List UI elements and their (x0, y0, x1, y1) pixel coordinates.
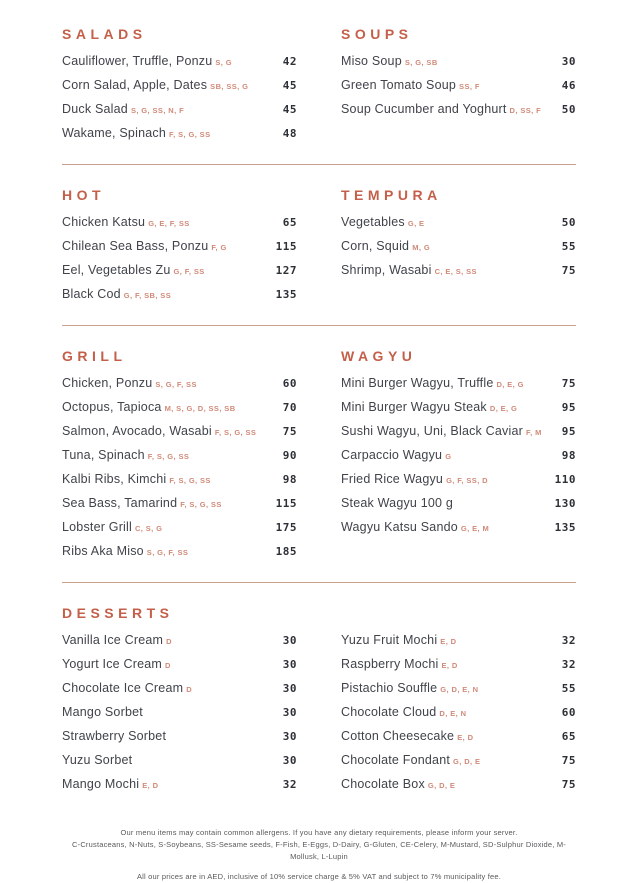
item-price: 65 (561, 730, 576, 743)
section-divider (62, 164, 576, 165)
item-allergens: D, E, G (489, 404, 518, 413)
item-price: 115 (275, 497, 297, 510)
item-name: Vanilla Ice Cream (62, 633, 164, 647)
item-list-hot (62, 215, 297, 303)
section-tempura (341, 187, 576, 311)
menu-item (62, 729, 297, 745)
item-allergens: D, SS, F (509, 106, 542, 115)
menu-item (62, 472, 297, 488)
menu-item (62, 263, 297, 279)
menu-item (62, 126, 297, 142)
item-price: 30 (282, 730, 297, 743)
item-name: Salmon, Avocado, Wasabi (62, 424, 212, 438)
menu-item (62, 633, 297, 649)
item-price: 98 (561, 449, 576, 462)
section-grill (62, 348, 297, 568)
item-name: Octopus, Tapioca (62, 400, 162, 414)
item-name: Miso Soup (341, 54, 402, 68)
item-name: Eel, Vegetables Zu (62, 263, 171, 277)
item-list-salads (62, 54, 297, 142)
item-allergens: S, G, F, SS (146, 548, 189, 557)
item-name: Shrimp, Wasabi (341, 263, 432, 277)
item-price: 75 (561, 754, 576, 767)
menu-item (341, 472, 576, 488)
item-allergens: E, D (441, 661, 458, 670)
menu-item (62, 78, 297, 94)
item-name: Mango Sorbet (62, 705, 143, 719)
item-name: Chicken Katsu (62, 215, 146, 229)
menu-item (62, 544, 297, 560)
item-allergens: G, D, E, N (440, 685, 479, 694)
menu-item (62, 753, 297, 769)
menu-item (62, 287, 297, 303)
menu-item (341, 215, 576, 231)
section-title-desserts: DESSERTS (62, 605, 174, 621)
menu-item (62, 215, 297, 231)
desserts-columns (62, 633, 576, 801)
item-allergens (143, 709, 146, 718)
menu-item (62, 705, 297, 721)
item-name: Lobster Grill (62, 520, 132, 534)
item-name: Cotton Cheesecake (341, 729, 455, 743)
item-allergens: S, G (215, 58, 232, 67)
section-wagyu (341, 348, 576, 568)
item-price: 60 (282, 377, 297, 390)
menu-item (341, 54, 576, 70)
footer-allergen-notice: Our menu items may contain common allergens. If you have any dietary requirements, please inform your server. (120, 828, 518, 837)
item-allergens: D (165, 661, 171, 670)
item-name: Wakame, Spinach (62, 126, 166, 140)
item-price: 30 (282, 634, 297, 647)
menu-item (341, 753, 576, 769)
item-price: 75 (561, 778, 576, 791)
menu-item (341, 729, 576, 745)
item-name: Chicken, Ponzu (62, 376, 153, 390)
item-allergens: SS, F (459, 82, 480, 91)
item-allergens: S, G, SB (404, 58, 438, 67)
section-title-wagyu: WAGYU (341, 348, 417, 364)
item-allergens: F, S, G, SS (168, 130, 211, 139)
item-price: 75 (561, 377, 576, 390)
item-price: 65 (282, 216, 297, 229)
item-price: 115 (275, 240, 297, 253)
item-price: 32 (282, 778, 297, 791)
item-allergens (166, 733, 169, 742)
item-list-grill (62, 376, 297, 560)
menu-item (341, 681, 576, 697)
footer-pricing-notice: All our prices are in AED, inclusive of 10% service charge & 5% VAT and subject to 7% municipality fee. (136, 872, 502, 881)
item-allergens: G, E, M (460, 524, 490, 533)
menu-item (62, 239, 297, 255)
item-allergens (132, 757, 135, 766)
item-price: 98 (282, 473, 297, 486)
section-hot (62, 187, 297, 311)
section-soups (341, 26, 576, 150)
item-name: Pistachio Souffle (341, 681, 438, 695)
item-price: 42 (282, 55, 297, 68)
menu-item (341, 78, 576, 94)
menu-item (341, 705, 576, 721)
item-allergens: C, S, G (134, 524, 163, 533)
menu-item (341, 376, 576, 392)
item-price: 30 (282, 682, 297, 695)
section-title-soups: SOUPS (341, 26, 413, 42)
item-allergens: F, S, G, SS (180, 500, 222, 509)
menu-item (341, 263, 576, 279)
item-price: 110 (554, 473, 576, 486)
item-allergens: E, D (142, 781, 159, 790)
menu-item (62, 424, 297, 440)
menu-row-hot-tempura (62, 187, 576, 311)
item-allergens: G, E, F, SS (148, 219, 190, 228)
item-name: Cauliflower, Truffle, Ponzu (62, 54, 213, 68)
menu-item (62, 777, 297, 793)
menu-item (341, 633, 576, 649)
item-price: 45 (282, 103, 297, 116)
item-price: 50 (561, 103, 576, 116)
menu-item (62, 520, 297, 536)
item-name: Chocolate Cloud (341, 705, 437, 719)
menu-item (341, 102, 576, 118)
item-allergens: G, D, E (453, 757, 481, 766)
menu-item (62, 657, 297, 673)
footer (62, 827, 576, 883)
item-price: 95 (561, 401, 576, 414)
item-allergens: D, E, G (496, 380, 524, 389)
item-name: Mini Burger Wagyu, Truffle (341, 376, 494, 390)
menu-item (62, 102, 297, 118)
item-name: Sea Bass, Tamarind (62, 496, 178, 510)
item-allergens: D, E, N (439, 709, 467, 718)
menu-item (62, 400, 297, 416)
item-price: 30 (282, 658, 297, 671)
item-price: 55 (561, 682, 576, 695)
item-list-tempura (341, 215, 576, 279)
item-name: Raspberry Mochi (341, 657, 439, 671)
item-allergens: G (445, 452, 452, 461)
item-name: Ribs Aka Miso (62, 544, 144, 558)
item-allergens: G, F, SS (173, 267, 205, 276)
section-salads (62, 26, 297, 150)
section-title-tempura: TEMPURA (341, 187, 442, 203)
item-price: 90 (282, 449, 297, 462)
item-allergens: SB, SS, G (210, 82, 249, 91)
item-name: Yuzu Sorbet (62, 753, 133, 767)
item-allergens: F, S, G, SS (214, 428, 257, 437)
item-name: Mango Mochi (62, 777, 140, 791)
item-allergens: G, D, E (427, 781, 456, 790)
menu-item (62, 681, 297, 697)
item-price: 135 (554, 521, 576, 534)
item-name: Wagyu Katsu Sando (341, 520, 458, 534)
item-name: Duck Salad (62, 102, 128, 116)
item-allergens: F, S, G, SS (147, 452, 190, 461)
section-divider (62, 325, 576, 326)
item-price: 60 (561, 706, 576, 719)
item-name: Corn Salad, Apple, Dates (62, 78, 208, 92)
footer-allergen-legend: C-Crustaceans, N-Nuts, S-Soybeans, SS-Sesame seeds, F-Fish, E-Eggs, D-Dairy, G-Gluten, CE-Celery, M-Mustard, SD-Sulphur Dioxide, M-Mollusk, L-Lupin (72, 840, 566, 861)
section-divider (62, 582, 576, 583)
item-price: 48 (282, 127, 297, 140)
item-allergens: G, E (407, 219, 425, 228)
item-name: Yogurt Ice Cream (62, 657, 163, 671)
item-price: 127 (275, 264, 297, 277)
item-name: Mini Burger Wagyu Steak (341, 400, 487, 414)
item-allergens: C, E, S, SS (434, 267, 477, 276)
item-list-soups (341, 54, 576, 118)
menu-item (341, 777, 576, 793)
section-title-hot: HOT (62, 187, 106, 203)
item-allergens: S, G, SS, N, F (130, 106, 185, 115)
item-price: 75 (561, 264, 576, 277)
item-name: Yuzu Fruit Mochi (341, 633, 438, 647)
item-name: Fried Rice Wagyu (341, 472, 444, 486)
item-name: Black Cod (62, 287, 121, 301)
item-list-desserts-right (341, 633, 576, 801)
menu-item (341, 239, 576, 255)
item-price: 70 (282, 401, 297, 414)
item-name: Soup Cucumber and Yoghurt (341, 102, 507, 116)
item-price: 185 (275, 545, 297, 558)
item-name: Chocolate Ice Cream (62, 681, 184, 695)
item-price: 55 (561, 240, 576, 253)
menu-item (341, 657, 576, 673)
item-allergens: M, G (412, 243, 431, 252)
item-allergens: D (186, 685, 193, 694)
item-list-desserts-left (62, 633, 297, 801)
item-allergens: G, F, SB, SS (123, 291, 172, 300)
item-price: 32 (561, 658, 576, 671)
item-name: Corn, Squid (341, 239, 410, 253)
item-price: 32 (561, 634, 576, 647)
item-list-wagyu (341, 376, 576, 536)
item-name: Vegetables (341, 215, 405, 229)
item-name: Chilean Sea Bass, Ponzu (62, 239, 209, 253)
section-desserts (62, 605, 576, 801)
item-price: 46 (561, 79, 576, 92)
item-name: Chocolate Box (341, 777, 425, 791)
item-price: 175 (275, 521, 297, 534)
item-name: Sushi Wagyu, Uni, Black Caviar (341, 424, 523, 438)
item-allergens: M, S, G, D, SS, SB (164, 404, 236, 413)
menu-item (62, 448, 297, 464)
item-name: Green Tomato Soup (341, 78, 457, 92)
item-allergens (453, 500, 456, 509)
item-price: 130 (554, 497, 576, 510)
item-name: Kalbi Ribs, Kimchi (62, 472, 167, 486)
menu-item (62, 376, 297, 392)
menu-item (341, 520, 576, 536)
item-name: Steak Wagyu 100 g (341, 496, 454, 510)
menu-item (341, 496, 576, 512)
item-name: Carpaccio Wagyu (341, 448, 443, 462)
item-allergens: F, M (526, 428, 542, 437)
menu-item (341, 424, 576, 440)
item-allergens: E, D (457, 733, 474, 742)
item-price: 30 (282, 706, 297, 719)
item-price: 30 (561, 55, 576, 68)
item-allergens: E, D (440, 637, 457, 646)
menu-row-grill-wagyu (62, 348, 576, 568)
item-price: 45 (282, 79, 297, 92)
item-allergens: S, G, F, SS (155, 380, 197, 389)
section-title-grill: GRILL (62, 348, 127, 364)
item-price: 95 (561, 425, 576, 438)
item-price: 50 (561, 216, 576, 229)
item-name: Chocolate Fondant (341, 753, 451, 767)
menu-item (62, 54, 297, 70)
menu-item (62, 496, 297, 512)
item-allergens: G, F, SS, D (446, 476, 488, 485)
menu-item (341, 400, 576, 416)
item-allergens: F, G (211, 243, 227, 252)
menu-row-salads-soups (62, 26, 576, 150)
item-price: 30 (282, 754, 297, 767)
item-allergens: D (166, 637, 172, 646)
section-title-salads: SALADS (62, 26, 147, 42)
item-name: Strawberry Sorbet (62, 729, 167, 743)
item-price: 75 (282, 425, 297, 438)
menu-item (341, 448, 576, 464)
item-name: Tuna, Spinach (62, 448, 145, 462)
item-allergens: F, S, G, SS (169, 476, 211, 485)
item-price: 135 (275, 288, 297, 301)
